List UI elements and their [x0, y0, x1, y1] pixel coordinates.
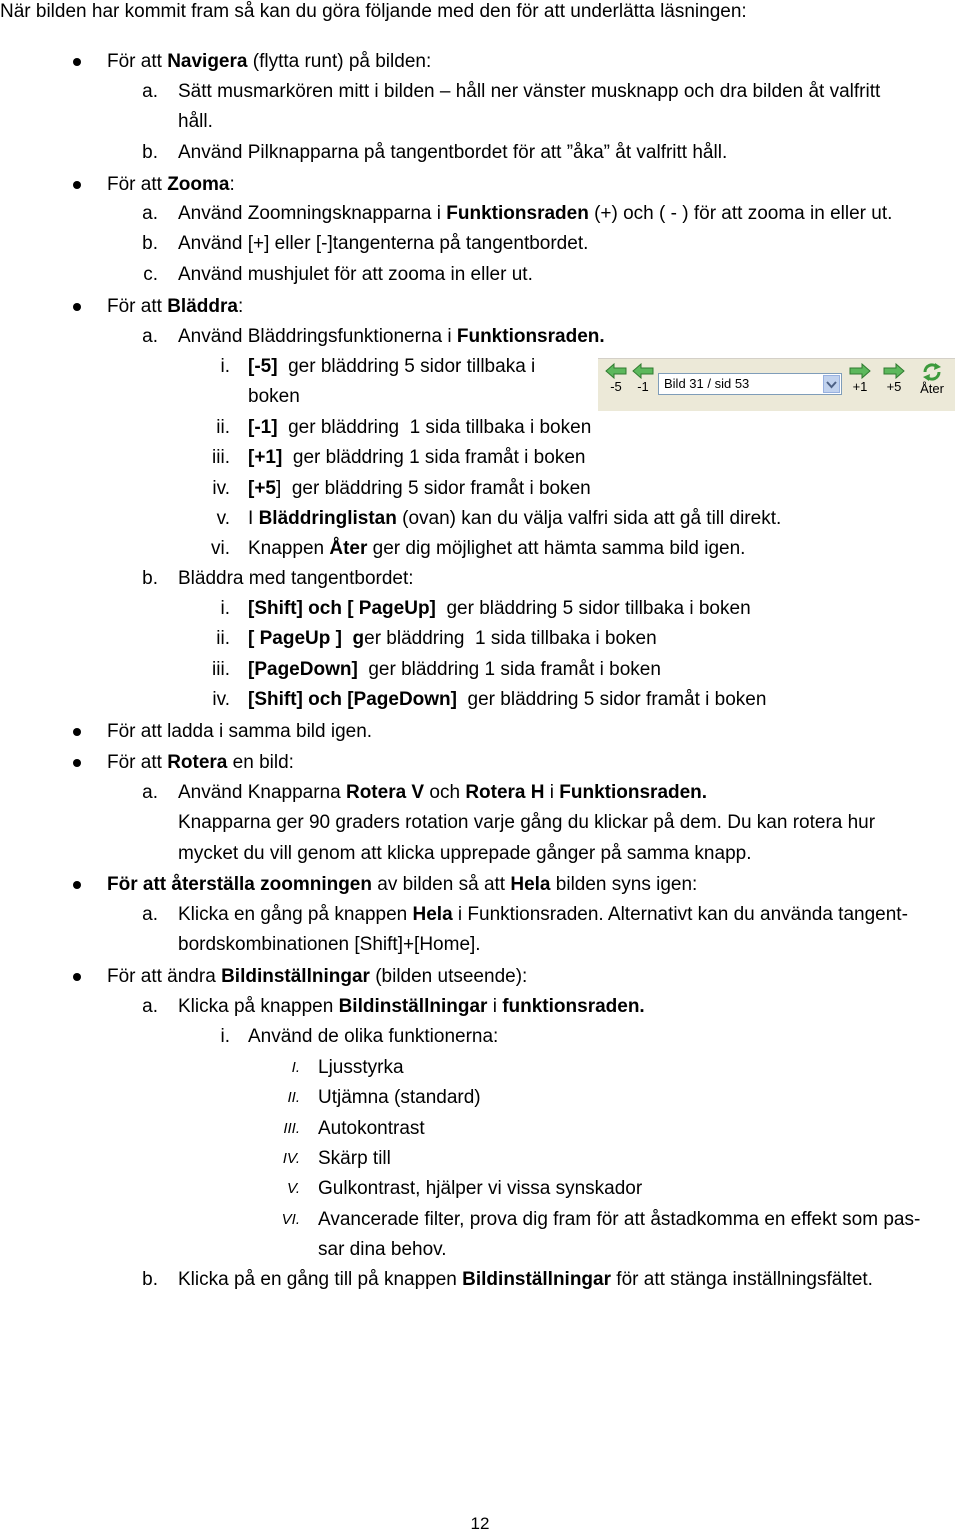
settings-item-b: Klicka på en gång till på knappen Bildinställningar för att stänga inställningsfältet. [178, 1269, 873, 1290]
browse-key-item: [PageDown] ger bläddring 1 sida framåt i boken [248, 659, 661, 680]
arrow-right-icon [883, 363, 905, 379]
rotate-item-a-cont: Knapparna ger 90 graders rotation varje gång du klickar på dem. Du kan rotera hur [178, 812, 876, 833]
zoom-item-a: Använd Zoomningsknapparna i Funktionsraden (+) och ( - ) för att zooma in eller ut. [178, 203, 893, 224]
browse-sub-item: [-1] ger bläddring 1 sida tillbaka i boken [248, 417, 592, 438]
settings-sub-item: Använd de olika funktionerna: [248, 1026, 499, 1047]
zoom-item-b: Använd [+] eller [-]tangenterna på tangentbordet. [178, 233, 589, 254]
chevron-down-icon[interactable] [823, 375, 840, 393]
bullet [73, 58, 81, 66]
list-marker: b. [142, 233, 158, 254]
nav-item-a-cont: håll. [178, 111, 213, 132]
list-marker: a. [142, 904, 158, 925]
list-marker: i. [220, 356, 230, 377]
list-marker: iv. [212, 689, 230, 710]
nav-heading: För att Navigera (flytta runt) på bilden: [107, 51, 432, 72]
list-marker: v. [216, 508, 230, 529]
bullet [73, 973, 81, 981]
function-item: Autokontrast [318, 1118, 425, 1139]
list-marker: b. [142, 142, 158, 163]
roman-marker: V. [286, 1180, 300, 1197]
browse-heading: För att Bläddra: [107, 296, 244, 317]
roman-marker: IV. [282, 1150, 300, 1167]
browse-sub-item: [+1] ger bläddring 1 sida framåt i boken [248, 447, 586, 468]
refresh-icon [921, 363, 943, 381]
forward-1-button[interactable] [846, 363, 874, 409]
list-marker: c. [143, 264, 158, 285]
list-marker: a. [142, 326, 158, 347]
reset-item-a: Klicka en gång på knappen Hela i Funktionsraden. Alternativt kan du använda tangent- [178, 904, 908, 925]
ater-button[interactable] [916, 363, 948, 409]
list-marker: i. [220, 1026, 230, 1047]
function-item: Utjämna (standard) [318, 1087, 481, 1108]
function-item: Avancerade filter, prova dig fram för att åstadkomma en effekt som pas- [318, 1209, 921, 1230]
arrow-right-icon [849, 363, 871, 379]
list-marker: i. [220, 598, 230, 619]
nav-item-b: Använd Pilknapparna på tangentbordet för att ”åka” åt valfritt håll. [178, 142, 728, 163]
forward-5-button[interactable] [880, 363, 908, 409]
settings-heading: För att ändra Bildinställningar (bilden utseende): [107, 966, 528, 987]
reset-item-a-cont: bordskombinationen [Shift]+[Home]. [178, 934, 481, 955]
rotate-heading: För att Rotera en bild: [107, 752, 294, 773]
list-marker: iii. [212, 447, 230, 468]
list-marker: a. [142, 996, 158, 1017]
browse-sub-item: Knappen Åter ger dig möjlighet att hämta samma bild igen. [248, 538, 746, 559]
list-marker: iv. [212, 478, 230, 499]
rotate-item-a: Använd Knapparna Rotera V och Rotera H i Funktionsraden. [178, 782, 708, 803]
browse-item-b: Bläddra med tangentbordet: [178, 568, 414, 589]
function-item-cont: sar dina behov. [318, 1239, 447, 1260]
list-marker: ii. [216, 417, 230, 438]
zoom-heading: För att Zooma: [107, 174, 235, 195]
intro-text: När bilden har kommit fram så kan du göra följande med den för att underlätta läsningen: [0, 1, 747, 22]
reload-heading: För att ladda i samma bild igen. [107, 721, 373, 742]
function-item: Gulkontrast, hjälper vi vissa synskador [318, 1178, 643, 1199]
browse-sub-item: [-5] ger bläddring 5 sidor tillbaka i [248, 356, 536, 377]
list-marker: b. [142, 568, 158, 589]
roman-marker: III. [283, 1120, 300, 1137]
list-marker: a. [142, 203, 158, 224]
back-1-label: -1 [637, 379, 649, 394]
bullet [73, 181, 81, 189]
bullet [73, 728, 81, 736]
arrow-left-icon [605, 363, 627, 379]
forward-1-label: +1 [852, 379, 868, 394]
arrow-left-icon [632, 363, 654, 379]
function-item: Ljusstyrka [318, 1057, 404, 1078]
roman-marker: I. [291, 1059, 300, 1076]
roman-marker: VI. [281, 1211, 300, 1228]
back-5-label: -5 [610, 379, 622, 394]
bullet [73, 759, 81, 767]
page-number: 12 [470, 1514, 490, 1533]
nav-item-a: Sätt musmarkören mitt i bilden – håll ner vänster musknapp och dra bilden åt valfritt [178, 81, 881, 102]
browse-sub-item: I Bläddringlistan (ovan) kan du välja valfri sida att gå till direkt. [248, 508, 782, 529]
settings-item-a: Klicka på knappen Bildinställningar i funktionsraden. [178, 996, 645, 1017]
list-marker: a. [142, 81, 158, 102]
list-marker: vi. [211, 538, 230, 559]
list-marker: b. [142, 1269, 158, 1290]
browse-sub-item: [+5] ger bläddring 5 sidor framåt i boken [248, 478, 591, 499]
function-item: Skärp till [318, 1148, 391, 1169]
bullet [73, 881, 81, 889]
browse-key-item: [ PageUp ] ger bläddring 1 sida tillbaka i boken [248, 628, 657, 649]
bullet [73, 303, 81, 311]
ater-label: Åter [920, 381, 944, 396]
browse-key-item: [Shift] och [ PageUp] ger bläddring 5 sidor tillbaka i boken [248, 598, 751, 619]
list-marker: ii. [216, 628, 230, 649]
navigation-toolbar [598, 358, 955, 411]
rotate-item-a-cont: mycket du vill genom att klicka upprepade gånger på samma knapp. [178, 843, 752, 864]
browse-item-a: Använd Bläddringsfunktionerna i Funktionsraden. [178, 326, 605, 347]
page-select-value: Bild 31 / sid 53 [664, 376, 750, 391]
browse-key-item: [Shift] och [PageDown] ger bläddring 5 sidor framåt i boken [248, 689, 767, 710]
list-marker: a. [142, 782, 158, 803]
reset-heading: För att återställa zoomningen av bilden så att Hela bilden syns igen: [107, 874, 698, 895]
forward-5-label: +5 [886, 379, 902, 394]
page-select-dropdown[interactable] [658, 373, 842, 395]
back-5-button[interactable] [602, 363, 630, 409]
browse-sub-item-cont: boken [248, 386, 300, 407]
roman-marker: II. [287, 1089, 300, 1106]
list-marker: iii. [212, 659, 230, 680]
zoom-item-c: Använd mushjulet för att zooma in eller ut. [178, 264, 533, 285]
back-1-button[interactable] [629, 363, 657, 409]
